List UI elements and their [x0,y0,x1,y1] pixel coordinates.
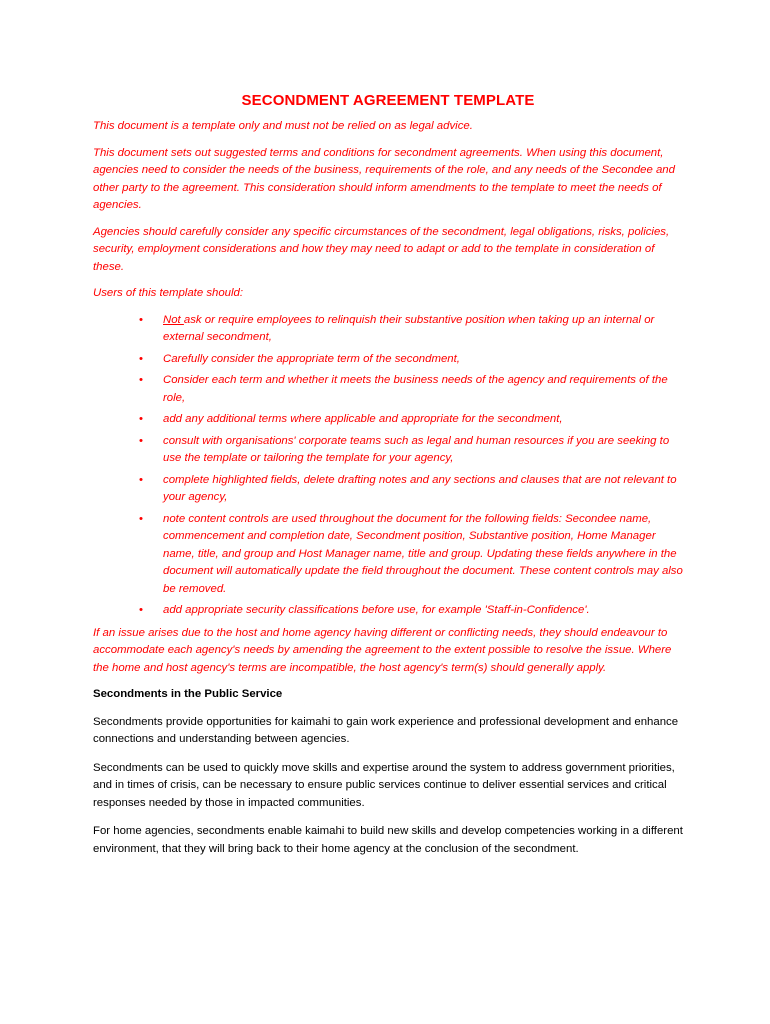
bullet-icon: • [139,473,143,486]
bullet-icon: • [139,352,143,365]
list-item [93,351,683,369]
list-item-text: add appropriate security classifications before use, for example 'Staff-in-Confidence'. [163,604,590,616]
list-item [93,433,683,468]
document-title: SECONDMENT AGREEMENT TEMPLATE [241,92,535,109]
list-item-text: Carefully consider the appropriate term of the secondment, [163,352,460,365]
guidance-list [93,312,683,620]
bullet-icon: • [139,413,143,425]
list-item-text: add any additional terms where applicable and appropriate for the secondment, [163,413,563,425]
list-item [93,472,683,507]
bullet-icon: • [139,512,143,525]
bullet-icon: • [139,374,143,386]
list-item [93,602,683,620]
closing-note: If an issue arises due to the host and home agency having different or conflicting needs, they should endeavour to accommodate each agency's needs by amending the agreement to the extent possible to resolve the issue. Where the home and host agency's terms are incompatible, the host agency's term(s) should generally apply. [93,626,672,674]
drafting-note-1: This document is a template only and must not be relied on as legal advice. [93,120,473,132]
list-item [93,312,683,347]
list-item [93,511,683,599]
body-paragraph-3: For home agencies, secondments enable kaimahi to build new skills and develop competencies working in a different environment, that they will bring back to their home agency at the conclusion of the secondment. [93,825,683,855]
bullet-icon: • [139,604,143,616]
list-item-text: complete highlighted fields, delete drafting notes and any sections and clauses that are not relevant to your agency, [163,473,677,503]
document-page [93,92,683,869]
body-paragraph-2: Secondments can be used to quickly move skills and expertise around the system to address government priorities, and in times of crisis, can be necessary to ensure public services continue to deliver essential services and critical responses needed by those in impacted communities. [93,761,675,809]
list-item-text: Consider each term and whether it meets the business needs of the agency and requirements of the role, [163,374,668,404]
list-item-text: ask or require employees to relinquish their substantive position when taking up an internal or external secondment, [163,313,655,343]
bullet-icon: • [139,313,143,326]
list-item-text: consult with organisations' corporate teams such as legal and human resources if you are seeking to use the template or tailoring the template for your agency, [163,434,670,464]
list-item-emphasis: Not [163,313,184,326]
bullet-icon: • [139,434,143,447]
drafting-note-2: This document sets out suggested terms and conditions for secondment agreements. When using this document, agencies need to consider the needs of the business, requirements of the role, and any needs of the Secondee and other party to the agreement. This consideration should inform amendments to the template to meet the needs of agencies. [93,146,675,211]
drafting-note-4: Users of this template should: [93,287,244,299]
drafting-note-3: Agencies should carefully consider any specific circumstances of the secondment, legal obligations, risks, policies, security, employment considerations and how they may need to adapt or add to the template in consideration of these. [93,225,670,273]
body-paragraph-1: Secondments provide opportunities for kaimahi to gain work experience and professional development and enhance connections and understanding between agencies. [93,715,679,745]
list-item [93,411,683,429]
list-item-text: note content controls are used throughout the document for the following fields: Secondee name, commencement and completion date, Secondment position, Substantive position, Home Manager name, title, and group and Host Manager name, title and group. Updating these fields anywhere in the document will automatically update the field throughout the document. These content controls may also be removed. [163,512,683,595]
list-item [93,372,683,407]
section-heading: Secondments in the Public Service [93,688,283,700]
